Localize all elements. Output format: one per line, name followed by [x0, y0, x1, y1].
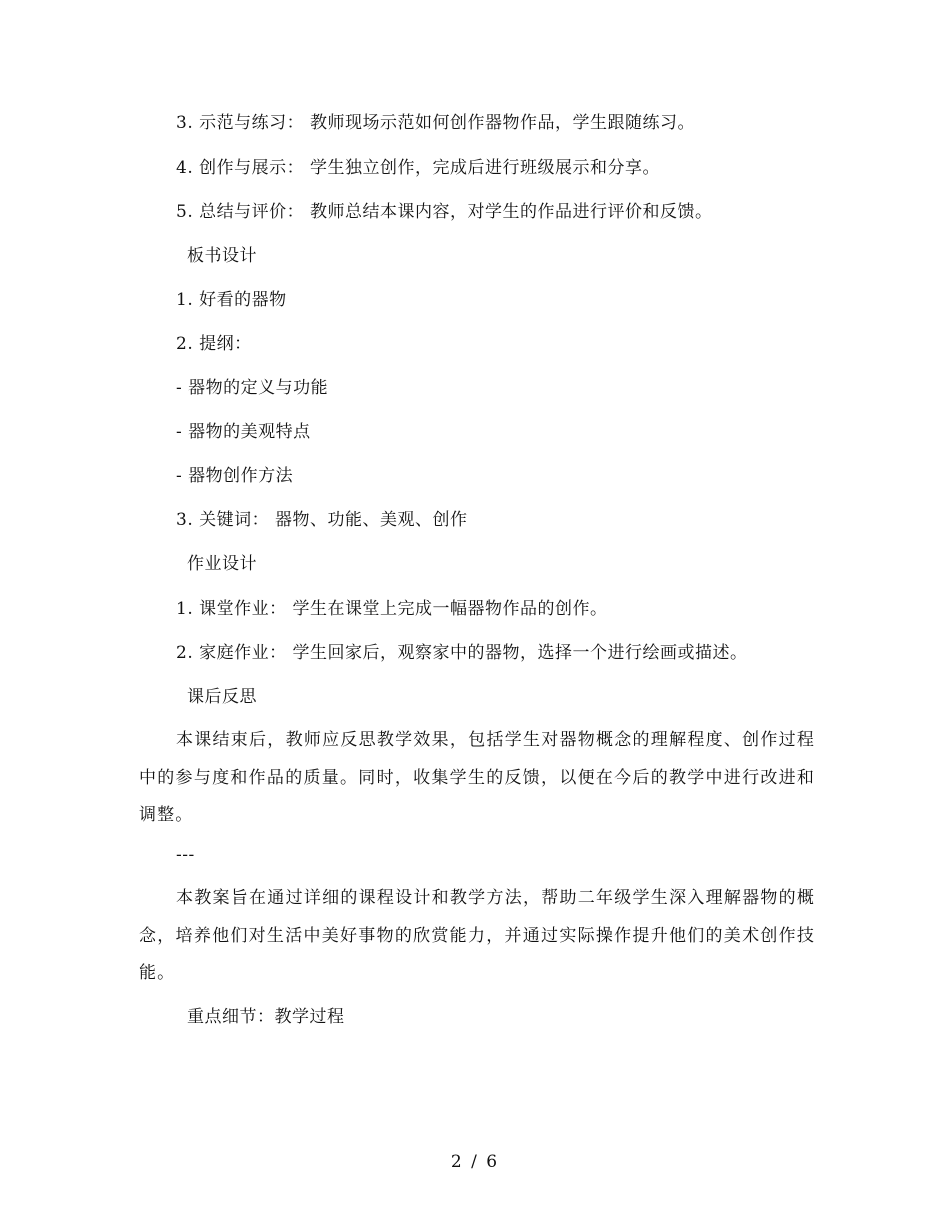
step-4-text: 4. 创作与展示： 学生独立创作，完成后进行班级展示和分享。	[176, 158, 661, 178]
homework-heading: 作业设计	[187, 554, 257, 574]
board-bullet-3: - 器物创作方法	[176, 466, 294, 486]
step-5-text: 5. 总结与评价： 教师总结本课内容，对学生的作品进行评价和反馈。	[176, 202, 713, 222]
step-3-text: 3. 示范与练习： 教师现场示范如何创作器物作品，学生跟随练习。	[176, 113, 696, 133]
board-item-1: 1. 好看的器物	[176, 290, 287, 310]
board-design-heading: 板书设计	[187, 246, 257, 266]
summary-paragraph: 本教案旨在通过详细的课程设计和教学方法，帮助二年级学生深入理解器物的概念，培养他们对生活中美好事物的欣赏能力，并通过实际操作提升他们的美术创作技能。	[139, 888, 815, 983]
board-bullet-2: - 器物的美观特点	[176, 422, 311, 442]
reflection-paragraph: 本课结束后，教师应反思教学效果，包括学生对器物概念的理解程度、创作过程中的参与度和作品的质量。同时，收集学生的反馈，以便在今后的教学中进行改进和调整。	[139, 730, 815, 825]
board-item-3: 3. 关键词： 器物、功能、美观、创作	[176, 510, 468, 530]
page-indicator: 2 / 6	[450, 1152, 500, 1172]
focus-heading: 重点细节：教学过程	[187, 1007, 345, 1027]
reflection-heading: 课后反思	[187, 687, 257, 707]
homework-item-2: 2. 家庭作业： 学生回家后，观察家中的器物，选择一个进行绘画或描述。	[176, 643, 748, 663]
homework-item-1: 1. 课堂作业： 学生在课堂上完成一幅器物作品的创作。	[176, 599, 608, 619]
board-bullet-1: - 器物的定义与功能	[176, 378, 329, 398]
board-item-2: 2. 提纲：	[176, 334, 252, 354]
separator-line: ---	[176, 845, 195, 865]
